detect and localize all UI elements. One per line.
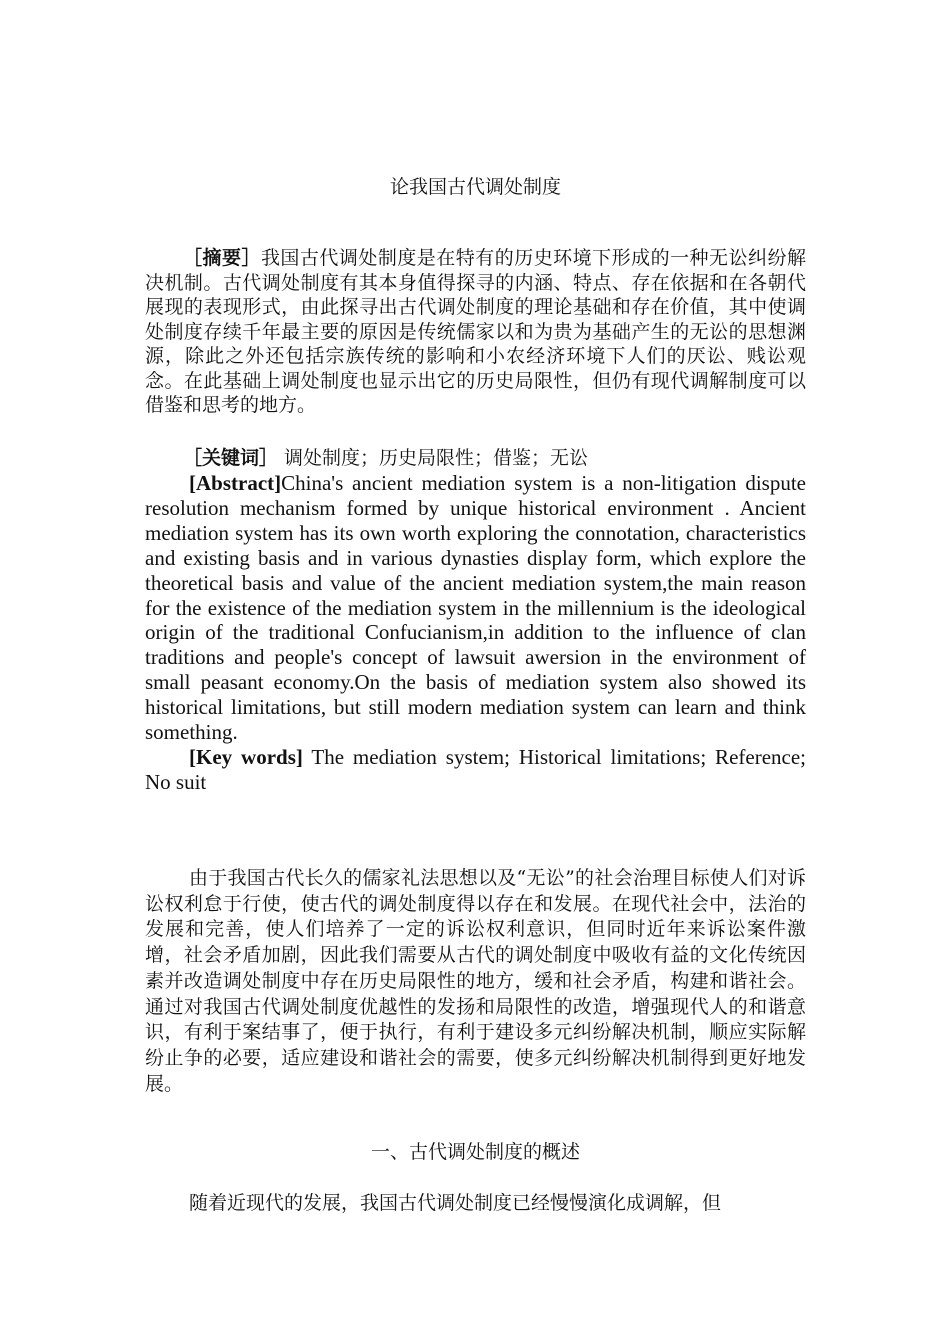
chinese-abstract-label: ［摘要］ [183, 247, 261, 269]
english-abstract-text: China's ancient mediation system is a non-litigation dispute resolution mechanism formed by unique historical environment . Ancient mediation system has its own worth exploring the connotation, characteristics and existing basis and in various dynasties display form, which explore the theoretical basis and value of the ancient mediation system,the main reason for the existence of the mediation system in the millennium is the ideological origin of the traditional Confucianism,in addition to the influence of clan traditions and people's concept of lawsuit awersion in the environment of small peasant economy.On the basis of mediation system also showed its historical limitations, but still modern mediation system can learn and think something. [145, 471, 806, 745]
document-title: 论我国古代调处制度 [389, 176, 561, 198]
english-abstract [145, 471, 806, 745]
chinese-keywords-label: ［关键词］ [183, 447, 279, 469]
section-heading: 一、古代调处制度的概述 [370, 1141, 580, 1163]
chinese-abstract [145, 246, 806, 418]
chinese-keywords-text: 调处制度；历史局限性；借鉴；无讼 [278, 447, 589, 469]
english-keywords [145, 745, 806, 795]
english-keywords-label: [Key words] [189, 745, 303, 769]
chinese-abstract-text: 我国古代调处制度是在特有的历史环境下形成的一种无讼纠纷解决机制。古代调处制度有其本身值得探寻的内涵、特点、存在依据和在各朝代展现的表现形式，由此探寻出古代调处制度的理论基础和存在价值，其中使调处制度存续千年最主要的原因是传统儒家以和为贵为基础产生的无讼的思想渊源，除此之外还包括宗族传统的影响和小农经济环境下人们的厌讼、贱讼观念。在此基础上调处制度也显示出它的历史局限性，但仍有现代调解制度可以借鉴和思考的地方。 [145, 247, 806, 416]
english-abstract-label: [Abstract] [189, 471, 282, 495]
section-paragraph: 随着近现代的发展，我国古代调处制度已经慢慢演化成调解，但 [189, 1192, 722, 1214]
chinese-keywords [145, 446, 806, 471]
introduction-paragraph: 由于我国古代长久的儒家礼法思想以及“无讼”的社会治理目标使人们对诉讼权利怠于行使，使古代的调处制度得以存在和发展。在现代社会中，法治的发展和完善，使人们培养了一定的诉讼权利意识，但同时近年来诉讼案件激增，社会矛盾加剧，因此我们需要从古代的调处制度中吸收有益的文化传统因素并改造调处制度中存在历史局限性的地方，缓和社会矛盾，构建和谐社会。通过对我国古代调处制度优越性的发扬和局限性的改造，增强现代人的和谐意识，有利于案结事了，便于执行，有利于建设多元纠纷解决机制，顺应实际解纷止争的必要，适应建设和谐社会的需要，使多元纠纷解决机制得到更好地发展。 [145, 867, 806, 1095]
english-keywords-text: The mediation system; Historical limitations; Reference; No suit [145, 745, 806, 794]
